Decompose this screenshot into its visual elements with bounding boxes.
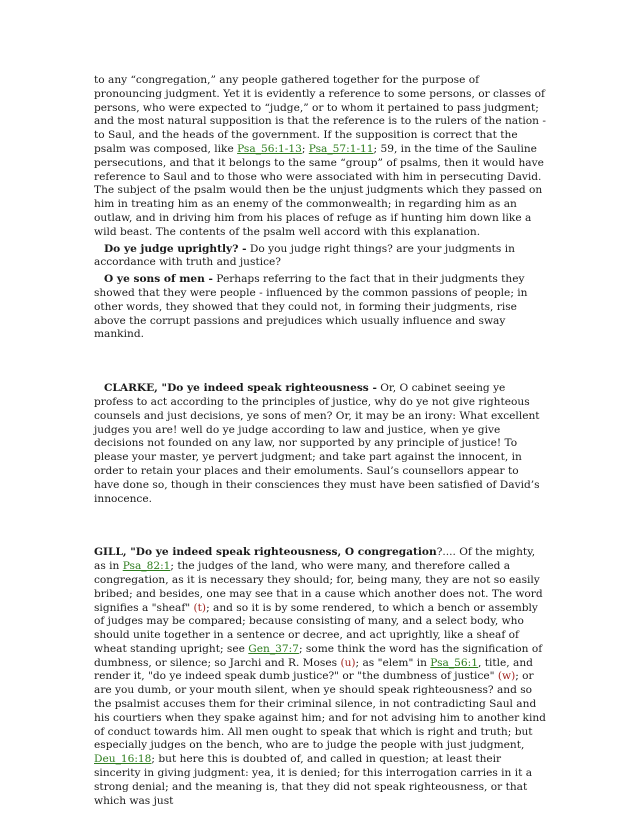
footnote-link-w[interactable]: (w) bbox=[497, 670, 516, 683]
paragraph-text: to any “congregation,” any people gathered together for the purpose of pronouncing judgment. Yet it is evidently a reference to some persons, or classes of persons, who were expected to “judge,” or to whom it pertained to pass judgment; and the most natural supposition is that the reference is to the rulers of the nation - to Saul, and the heads of the government. If the supposition is correct that the psalm was composed, like bbox=[94, 74, 546, 155]
paragraph-text: Do you judge right things? are your judgments in accordance with truth and justice? bbox=[94, 242, 515, 269]
commentator-heading: GILL, "Do ye indeed speak righteousness, O congregation bbox=[94, 546, 437, 559]
scripture-link-psa-57[interactable]: Psa_57:1-11 bbox=[308, 142, 374, 155]
paragraph-text: , title, and render it, "do ye indeed speak dumb justice?" or "the dumbness of justice" bbox=[94, 656, 533, 683]
paragraph-text: ; the judges of the land, who were many, and therefore called a congregation, as it is necessary they should; for, being many, they are not so easily bribed; and besides, one may see that in a cause which another does not. The word signifies a "sheaf" bbox=[94, 560, 543, 614]
commentary-page bbox=[94, 74, 546, 808]
paragraph-text: ; 59, in the time of the Sauline persecutions, and that it belongs to the same “group” of psalms, then it would have reference to Saul and to those who were associated with him in persecuting David. The subject of the psalm would then be the unjust judgments which they passed on him in treating him as an enemy of the commonwealth; in regarding him as an outlaw, and in driving him from his places of refuge as if hunting him down like a wild beast. The contents of the psalm well accord with this explanation. bbox=[94, 142, 544, 238]
judge-uprightly-paragraph bbox=[94, 243, 546, 271]
paragraph-text: ; or are you dumb, or your mouth silent, when ye should speak righteousness? and so the psalmist accuses them for their criminal silence, in not contradicting Saul and his courtiers when they spake against him; and for not advising him to another kind of conduct towards him. All men ought to speak that which is right and truth; but especially judges on the bench, who are to judge the people with just judgment, bbox=[94, 670, 546, 752]
paragraph-text: ; some think the word has the signification of dumbness, or silence; so Jarchi and R. Moses bbox=[94, 642, 543, 669]
scripture-link-deu-16[interactable]: Deu_16:18 bbox=[94, 753, 152, 766]
verse-heading: Do ye judge uprightly? - bbox=[104, 242, 247, 255]
paragraph-text: ; and so it is by some rendered, to which a bench or assembly of judges may be compared; because consisting of many, and a select body, who should unite together in a sentence or decree, and act uprightly, like a sheaf of wheat standing upright; see bbox=[94, 601, 538, 655]
sons-of-men-paragraph bbox=[94, 273, 546, 342]
verse-heading: O ye sons of men - bbox=[104, 273, 213, 286]
paragraph-text: ; as "elem" in bbox=[355, 656, 431, 669]
scripture-link-psa-56[interactable]: Psa_56:1-13 bbox=[237, 142, 302, 155]
scripture-link-gen-37[interactable]: Gen_37:7 bbox=[248, 642, 299, 655]
gill-paragraph bbox=[94, 546, 546, 808]
clarke-paragraph bbox=[94, 382, 546, 506]
barnes-continuation-paragraph bbox=[94, 74, 546, 240]
footnote-link-t[interactable]: (t) bbox=[193, 601, 207, 614]
paragraph-text: ?.... Of the mighty, as in bbox=[94, 546, 536, 573]
commentator-heading: CLARKE, "Do ye indeed speak righteousness - bbox=[104, 382, 377, 395]
paragraph-text: ; bbox=[301, 142, 309, 155]
paragraph-text: ; but here this is doubted of, and called in question; at least their sincerity in giving judgment: yea, it is denied; for this interrogation carries in it a strong denial; and the meaning is, that they did not speak righteousness, or that which was just bbox=[94, 753, 533, 807]
footnote-link-u[interactable]: (u) bbox=[340, 656, 356, 669]
paragraph-text: Or, O cabinet seeing ye profess to act according to the principles of justice, why do ye not give righteous counsels and just decisions, ye sons of men? Or, it may be an irony: What excellent judges you are! well do ye judge according to law and justice, when ye give decisions not founded on any law, nor supported by any principle of justice! To please your master, ye pervert judgment; and take part against the innocent, in order to retain your places and their emoluments. Saul’s counsellors appear to have done so, though in their consciences they must have been satisfied of David’s innocence. bbox=[94, 382, 540, 505]
scripture-link-psa-82[interactable]: Psa_82:1 bbox=[122, 560, 171, 573]
paragraph-text: Perhaps referring to the fact that in their judgments they showed that they were people - influenced by the common passions of people; in other words, they showed that they could not, in forming their judgments, rise above the corrupt passions and prejudices which usually influence and sway mankind. bbox=[94, 273, 528, 341]
scripture-link-psa-56-1[interactable]: Psa_56:1 bbox=[430, 656, 478, 669]
